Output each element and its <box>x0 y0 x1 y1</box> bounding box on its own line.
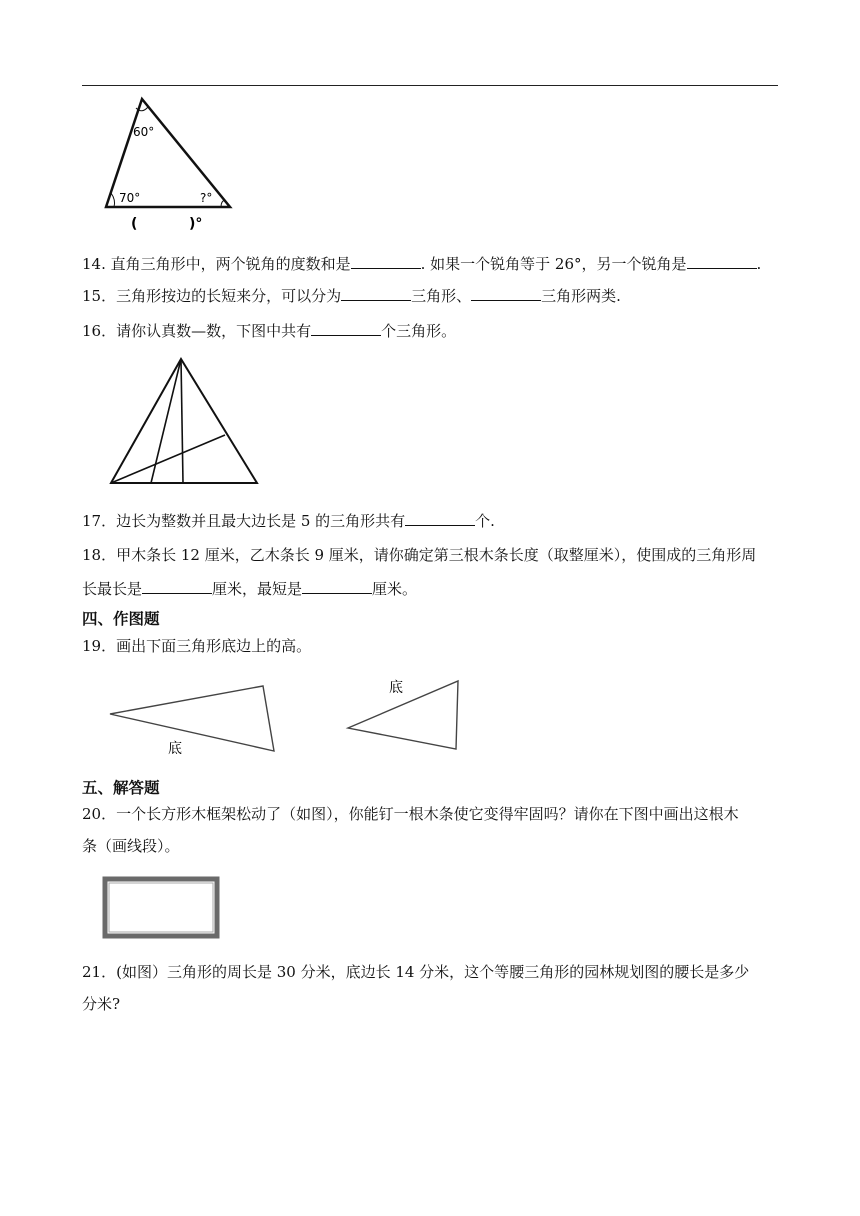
frame-outer <box>105 879 217 936</box>
angle-triangle-figure <box>100 96 240 236</box>
angle-top-label: 60° <box>133 125 155 139</box>
question-21-line-2: 分米? <box>82 995 121 1013</box>
section-4-heading: 四、作图题 <box>82 610 160 628</box>
question-17 <box>82 510 495 531</box>
q15-text-2: 三角形、 <box>411 287 472 305</box>
q16-blank-1[interactable] <box>311 320 381 336</box>
wooden-frame-figure <box>100 874 224 942</box>
angle-right-label: ?° <box>200 191 213 205</box>
outer-triangle <box>111 359 257 483</box>
q14-text-3: . <box>756 255 762 273</box>
question-16 <box>82 320 456 341</box>
q17-text-1: 17．边长为整数并且最大边长是 5 的三角形共有 <box>82 512 406 530</box>
section-5-heading: 五、解答题 <box>82 779 160 797</box>
q14-text-1: 14. 直角三角形中，两个锐角的度数和是 <box>82 255 351 273</box>
q15-text-1: 15．三角形按边的长短来分，可以分为 <box>82 287 342 305</box>
left-base-label: 底 <box>168 741 182 757</box>
q15-blank-1[interactable] <box>341 285 411 301</box>
cross-line <box>111 435 225 483</box>
q18-blank-1[interactable] <box>142 578 212 594</box>
q14-text-2: . 如果一个锐角等于 26°，另一个锐角是 <box>420 255 687 273</box>
q14-blank-2[interactable] <box>687 253 757 269</box>
answer-open-paren: ( <box>131 216 138 232</box>
left-angle-arc <box>111 193 115 207</box>
q17-blank-1[interactable] <box>405 510 475 526</box>
right-triangle-shape <box>348 681 458 749</box>
q18-blank-2[interactable] <box>302 578 372 594</box>
question-20-line-1: 20．一个长方形木框架松动了（如图），你能钉一根木条使它变得牢固吗？请你在下图中画出这根木 <box>82 805 739 823</box>
header-rule <box>82 85 778 86</box>
right-base-label: 底 <box>389 680 403 696</box>
answer-close-paren: )° <box>189 216 203 232</box>
question-18-line-2 <box>82 578 417 599</box>
q15-text-3: 三角形两类. <box>541 287 621 305</box>
question-19: 19．画出下面三角形底边上的高。 <box>82 637 312 655</box>
q16-text-1: 16．请你认真数—数，下图中共有 <box>82 322 312 340</box>
altitude-triangles-figure <box>100 676 490 760</box>
q18-text-1: 长最长是 <box>82 580 143 598</box>
question-14 <box>82 253 761 274</box>
question-18-line-1: 18．甲木条长 12 厘米，乙木条长 9 厘米，请你确定第三根木条长度（取整厘米），使围成的三角形周 <box>82 546 757 564</box>
q14-blank-1[interactable] <box>351 253 421 269</box>
left-obtuse-triangle <box>110 686 274 751</box>
angle-left-label: 70° <box>119 191 141 205</box>
question-15 <box>82 285 621 306</box>
q16-text-2: 个三角形。 <box>381 322 457 340</box>
count-triangles-figure <box>106 356 266 488</box>
q17-text-2: 个. <box>475 512 495 530</box>
q18-text-2: 厘米，最短是 <box>212 580 303 598</box>
q18-text-3: 厘米。 <box>372 580 418 598</box>
q15-blank-2[interactable] <box>471 285 541 301</box>
question-20-line-2: 条（画线段）。 <box>82 837 180 855</box>
frame-inner <box>109 883 213 932</box>
inner-line-2 <box>181 359 183 483</box>
question-21-line-1: 21．(如图）三角形的周长是 30 分米，底边长 14 分米，这个等腰三角形的园林规划图的腰长是多少 <box>82 963 750 981</box>
